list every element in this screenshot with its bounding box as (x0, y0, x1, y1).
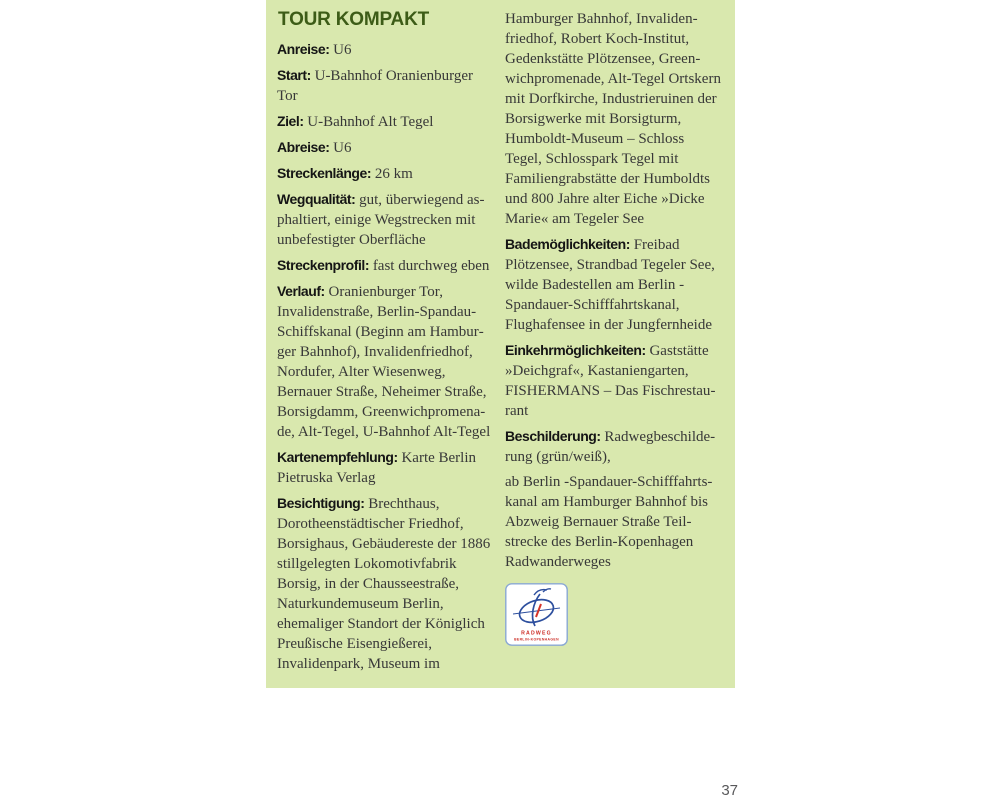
info-label: Streckenlänge: (277, 165, 372, 181)
info-label: Ziel: (277, 113, 304, 129)
info-value: Freibad Plötzensee, Strandbad Tegeler See, wilde Badestellen am Berlin -Spandauer-Schifffahrtskanal, Flughafensee in der Jungfernheide (505, 237, 715, 333)
info-value: ab Berlin -Spandauer-Schifffahrtskanal am Hamburger Bahnhof bis Abzweig Bernauer Straße Teilstrecke des Berlin-Kopenhagen Radwanderweges (505, 474, 713, 570)
info-value: gut, überwiegend asphaltiert, einige Wegstrecken mit unbefestigter Oberfläche (277, 192, 485, 248)
info-value: U-Bahnhof Oranienburger Tor (277, 68, 474, 104)
tour-kompakt-box (266, 0, 735, 688)
info-label: Einkehrmöglichkeiten: (505, 342, 646, 358)
info-item-wegqualitaet (277, 189, 491, 250)
logo-text-line2: BERLIN-KOPENHAGEN (514, 637, 559, 642)
info-item-besichtigung-continued (505, 9, 723, 229)
info-value: Karte Berlin Pietruska Verlag (277, 450, 477, 486)
info-label: Verlauf: (277, 283, 325, 299)
box-title: TOUR KOMPAKT (278, 9, 430, 30)
info-label: Beschilderung: (505, 428, 601, 444)
info-item-beschilderung-continued (505, 472, 723, 572)
info-item-streckenlaenge (277, 163, 491, 184)
info-value: Gaststätte »Deichgraf«, Kastaniengarten, FISHERMANS – Das Fischrestaurant (505, 343, 716, 419)
info-value: U6 (333, 42, 352, 58)
info-label: Besichtigung: (277, 495, 365, 511)
info-item-beschilderung (505, 426, 723, 467)
info-item-einkehrmoeglichkeiten (505, 340, 723, 421)
info-value: 26 km (374, 166, 413, 182)
page-number: 37 (721, 782, 738, 799)
info-label: Wegqualität: (277, 191, 356, 207)
info-value: Brechthaus, Dorotheenstädtischer Friedhof, Borsighaus, Gebäudereste der 1886 stillgelegten Lokomotivfabrik Borsig, in der Chausseestraße, Naturkundemuseum Berlin, ehemaliger Standort der Königlich Preußische Eisengießerei, Invalidenpark, Museum im (277, 496, 491, 672)
info-value: U-Bahnhof Alt Tegel (307, 114, 434, 130)
info-item-verlauf (277, 281, 491, 442)
info-label: Streckenprofil: (277, 257, 370, 273)
info-item-bademoeglichkeiten (505, 234, 723, 335)
info-label: Abreise: (277, 139, 330, 155)
info-label: Start: (277, 67, 311, 83)
info-item-start (277, 65, 491, 106)
info-value: Hamburger Bahnhof, Invalidenfriedhof, Robert Koch-Institut, Gedenkstätte Plötzensee, Greenwichpromenade, Alt-Tegel Ortskern mit Dorfkirche, Industrieruinen der Borsigwerke mit Borsigturm, Humboldt-Museum – Schloss Tegel, Schlosspark Tegel mit Familiengrabstätte der Humboldts und 800 Jahre alter Eiche »Dicke Marie« am Tegeler See (505, 11, 721, 227)
info-label: Anreise: (277, 41, 330, 57)
right-column (505, 9, 723, 674)
info-item-kartenempfehlung (277, 447, 491, 488)
info-value: Radwegbeschilderung (grün/weiß), (505, 429, 716, 465)
left-column (277, 9, 491, 674)
info-value: Oranienburger Tor, Invalidenstraße, Berlin-Spandau-Schiffskanal (Beginn am Hamburger Bahnhof), Invalidenfriedhof, Nordufer, Alter Wiesenweg, Bernauer Straße, Neheimer Straße, Borsigdamm, Greenwichpromenade, Alt-Tegel, U-Bahnhof Alt-Tegel (277, 284, 491, 440)
info-label: Bademöglichkeiten: (505, 236, 630, 252)
info-item-besichtigung (277, 493, 491, 674)
logo-text-line1: RADWEG (521, 630, 552, 637)
info-item-streckenprofil (277, 255, 491, 276)
info-value: fast durchweg eben (372, 258, 490, 274)
info-item-abreise (277, 137, 491, 158)
info-item-anreise (277, 39, 491, 60)
info-label: Kartenempfehlung: (277, 449, 398, 465)
info-value: U6 (333, 140, 352, 156)
radweg-logo-image (505, 583, 568, 646)
radweg-berlin-kopenhagen-logo (505, 583, 723, 646)
info-item-ziel (277, 111, 491, 132)
